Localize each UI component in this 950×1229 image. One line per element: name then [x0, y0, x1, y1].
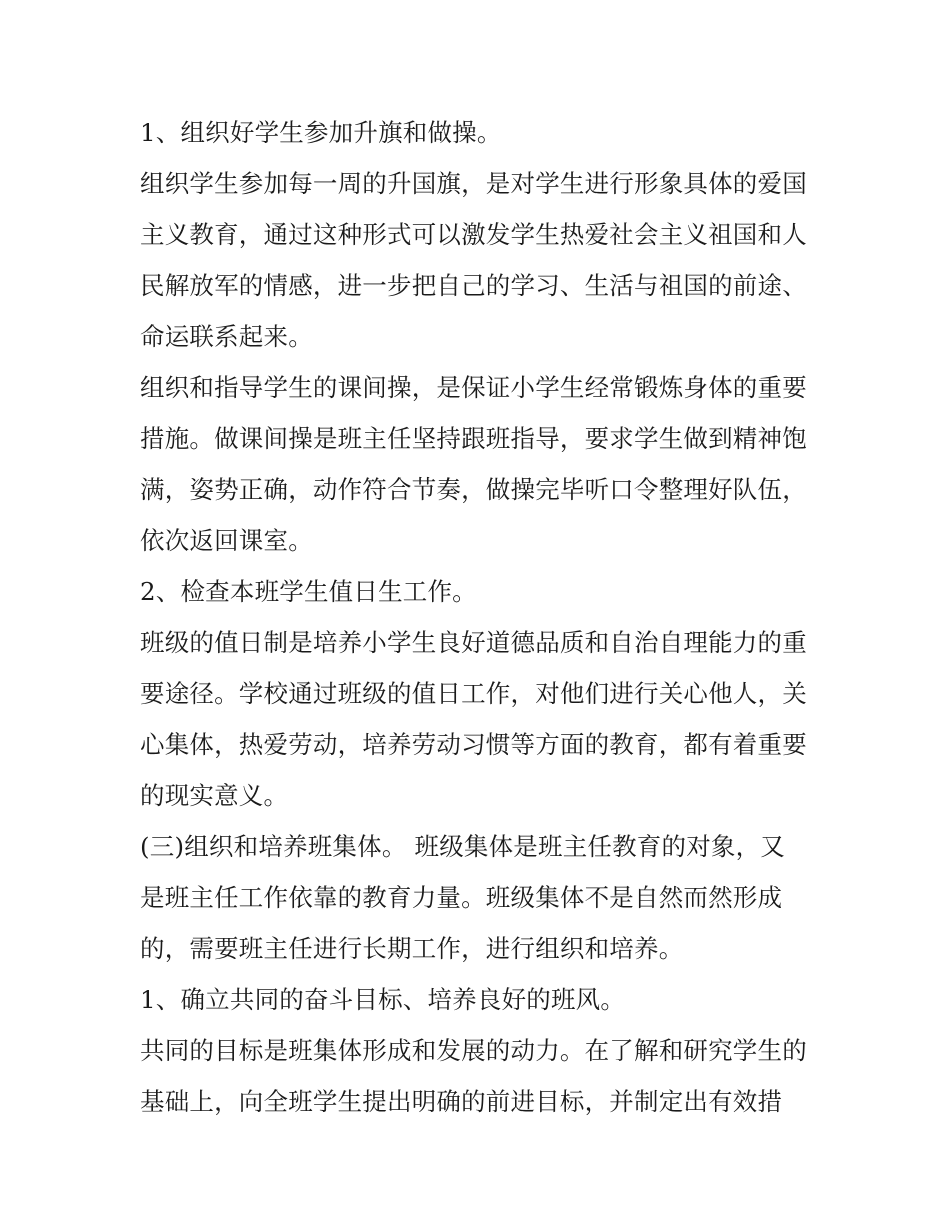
paragraph-line: 依次返回课室。 — [140, 526, 313, 555]
paragraph-line: 共同的目标是班集体形成和发展的动力。在了解和研究学生的 — [140, 1036, 807, 1065]
section-heading-class-collective: (三)组织和培养班集体。 班级集体是班主任教育的对象，又 — [140, 832, 786, 861]
document-body — [140, 107, 816, 1127]
paragraph-line: 心集体，热爱劳动，培养劳动习惯等方面的教育，都有着重要 — [140, 730, 807, 759]
paragraph-line: 主义教育，通过这种形式可以激发学生热爱社会主义祖国和人 — [140, 220, 807, 249]
paragraph-line: 班级的值日制是培养小学生良好道德品质和自治自理能力的重 — [140, 628, 807, 657]
section-heading-flag-raising: 1、组织好学生参加升旗和做操。 — [140, 118, 502, 147]
paragraph-line: 的，需要班主任进行长期工作，进行组织和培养。 — [140, 934, 684, 963]
paragraph-line: 措施。做课间操是班主任坚持跟班指导，要求学生做到精神饱 — [140, 424, 807, 453]
paragraph-line: 组织和指导学生的课间操，是保证小学生经常锻炼身体的重要 — [140, 373, 807, 402]
paragraph-line: 命运联系起来。 — [140, 322, 313, 351]
paragraph-line: 满，姿势正确，动作符合节奏，做操完毕听口令整理好队伍， — [140, 475, 807, 504]
paragraph-line: 基础上，向全班学生提出明确的前进目标，并制定出有效措 — [140, 1087, 783, 1116]
section-heading-common-goal: 1、确立共同的奋斗目标、培养良好的班风。 — [140, 985, 626, 1014]
paragraph-line: 是班主任工作依靠的教育力量。班级集体不是自然而然形成 — [140, 883, 783, 912]
paragraph-line: 的现实意义。 — [140, 781, 289, 810]
paragraph-line: 组织学生参加每一周的升国旗，是对学生进行形象具体的爱国 — [140, 169, 807, 198]
section-heading-duty: 2、检查本班学生值日生工作。 — [140, 577, 477, 606]
paragraph-line: 民解放军的情感，进一步把自己的学习、生活与祖国的前途、 — [140, 271, 807, 300]
paragraph-line: 要途径。学校通过班级的值日工作，对他们进行关心他人，关 — [140, 679, 807, 708]
